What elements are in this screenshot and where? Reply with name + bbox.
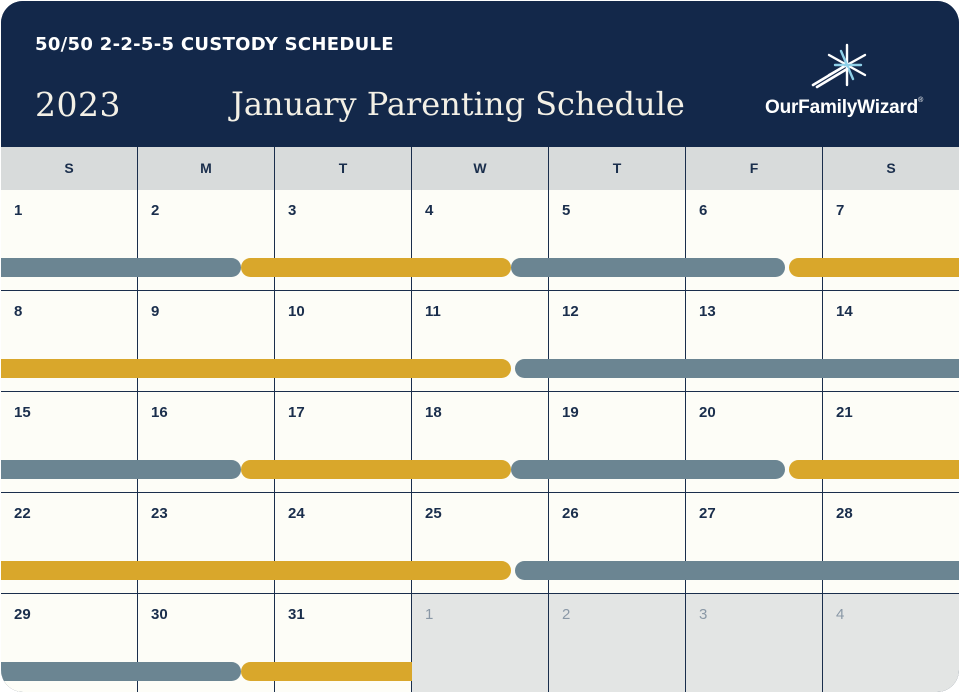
custody-bar-parent-b bbox=[1, 359, 511, 378]
day-number: 27 bbox=[699, 505, 716, 522]
weekday-tue: T bbox=[275, 147, 412, 190]
day-number: 3 bbox=[288, 202, 297, 219]
page-title: January Parenting Schedule bbox=[231, 85, 685, 123]
custody-bar-parent-a bbox=[1, 662, 241, 681]
day-number: 13 bbox=[699, 303, 716, 320]
day-number: 24 bbox=[288, 505, 305, 522]
custody-bar-parent-a bbox=[1, 460, 241, 479]
day-number: 30 bbox=[151, 606, 168, 623]
header bbox=[1, 1, 959, 147]
day-number: 16 bbox=[151, 404, 168, 421]
day-number: 6 bbox=[699, 202, 708, 219]
day-number: 9 bbox=[151, 303, 160, 320]
custody-bar-parent-b bbox=[241, 258, 511, 277]
day-number: 2 bbox=[151, 202, 160, 219]
day-number: 11 bbox=[425, 303, 441, 320]
day-number: 22 bbox=[14, 505, 31, 522]
day-number: 20 bbox=[699, 404, 716, 421]
day-number: 4 bbox=[836, 606, 845, 623]
day-number: 8 bbox=[14, 303, 23, 320]
day-number: 2 bbox=[562, 606, 571, 623]
custody-bar-parent-a bbox=[511, 460, 785, 479]
day-number: 1 bbox=[425, 606, 434, 623]
day-number: 26 bbox=[562, 505, 579, 522]
day-number: 15 bbox=[14, 404, 31, 421]
logo-text: OurFamilyWizard bbox=[765, 97, 919, 118]
day-number: 14 bbox=[836, 303, 853, 320]
day-number: 28 bbox=[836, 505, 853, 522]
weekday-sat: S bbox=[886, 160, 896, 176]
custody-bar-parent-a bbox=[515, 561, 959, 580]
custody-bar-parent-b bbox=[789, 460, 959, 479]
day-number: 5 bbox=[562, 202, 571, 219]
day-number: 18 bbox=[425, 404, 442, 421]
logo-registered-mark: ® bbox=[918, 97, 924, 104]
year-label: 2023 bbox=[35, 85, 121, 124]
custody-bar-parent-b bbox=[241, 662, 412, 681]
weekday-wed: W bbox=[412, 147, 549, 190]
schedule-subtitle: 50/50 2-2-5-5 CUSTODY SCHEDULE bbox=[35, 34, 394, 55]
schedule-card bbox=[1, 1, 959, 692]
custody-bar-parent-b bbox=[241, 460, 511, 479]
day-number: 31 bbox=[288, 606, 305, 623]
custody-bar-parent-a bbox=[1, 258, 241, 277]
custody-bar-parent-b bbox=[789, 258, 959, 277]
next-month-day-cell[interactable] bbox=[823, 594, 959, 692]
weekday-mon: M bbox=[138, 147, 275, 190]
weekday-fri: F bbox=[686, 147, 823, 190]
day-number: 29 bbox=[14, 606, 31, 623]
weekday-sun: S bbox=[1, 147, 138, 190]
day-number: 1 bbox=[14, 202, 23, 219]
weekday-header-row bbox=[1, 147, 959, 191]
custody-bar-parent-b bbox=[1, 561, 511, 580]
day-number: 7 bbox=[836, 202, 845, 219]
day-number: 10 bbox=[288, 303, 305, 320]
day-number: 25 bbox=[425, 505, 442, 522]
day-number: 4 bbox=[425, 202, 434, 219]
next-month-day-cell[interactable] bbox=[412, 594, 549, 692]
day-number: 21 bbox=[836, 404, 853, 421]
logo-wordmark bbox=[765, 97, 923, 119]
day-number: 3 bbox=[699, 606, 708, 623]
day-number: 19 bbox=[562, 404, 579, 421]
day-number: 17 bbox=[288, 404, 305, 421]
next-month-day-cell[interactable] bbox=[549, 594, 686, 692]
weekday-thu: T bbox=[549, 147, 686, 190]
custody-bar-parent-a bbox=[515, 359, 959, 378]
custody-bar-parent-a bbox=[511, 258, 785, 277]
day-number: 23 bbox=[151, 505, 168, 522]
next-month-day-cell[interactable] bbox=[686, 594, 823, 692]
day-number: 12 bbox=[562, 303, 579, 320]
star-logo-icon bbox=[807, 41, 873, 91]
